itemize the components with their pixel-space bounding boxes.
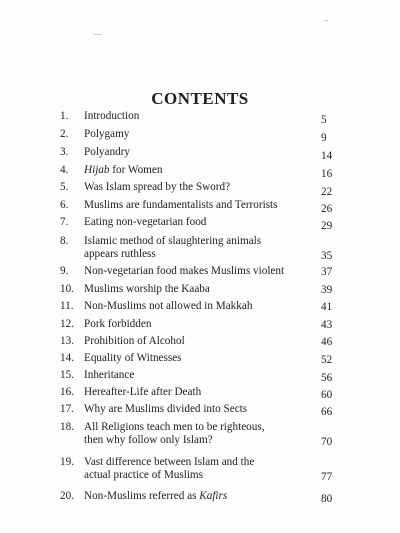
entry-page-number: 41 (321, 301, 333, 313)
entry-page-number: 66 (321, 406, 333, 418)
entry-number: 16. (60, 386, 74, 398)
entry-number: 3. (60, 146, 69, 158)
entry-title-italic: Hijab (84, 164, 110, 176)
entry-number: 7. (60, 216, 69, 228)
entry-title: Vast difference between Islam and the actual practice of Muslims (84, 456, 255, 481)
entry-page-number: 5 (321, 114, 327, 126)
entry-page-number: 46 (321, 336, 333, 348)
entry-page-number: 60 (321, 389, 333, 401)
entry-page-number: 22 (321, 186, 333, 198)
entry-number: 2. (60, 128, 69, 140)
entry-page-number: 80 (321, 493, 333, 505)
entry-number: 14. (60, 352, 74, 364)
entry-number: 15. (60, 369, 74, 381)
entry-page-number: 35 (321, 250, 333, 262)
entry-title: Islamic method of slaughtering animals appears ruthless (84, 235, 262, 260)
entry-page-number: 52 (321, 354, 333, 366)
entry-page-number: 70 (321, 436, 333, 448)
entry-page-number: 77 (321, 471, 333, 483)
entry-number: 4. (60, 164, 69, 176)
entry-title: Non-vegetarian food makes Muslims violent (84, 265, 285, 277)
entry-title: Polygamy (84, 128, 130, 140)
entry-number: 10. (60, 283, 74, 295)
entry-title: Non-Muslims referred as Kafirs (84, 490, 228, 502)
entry-title: Prohibition of Alcohol (84, 335, 185, 347)
entry-number: 19. (60, 456, 74, 468)
entry-page-number: 39 (321, 284, 333, 296)
entry-number: 17. (60, 403, 74, 415)
entry-page-number: 56 (321, 372, 333, 384)
entry-title: Pork forbidden (84, 318, 152, 330)
entry-number: 18. (60, 421, 74, 433)
entry-page-number: 14 (321, 150, 333, 162)
entry-page-number: 16 (321, 168, 333, 180)
entry-title-italic: Kafirs (199, 490, 228, 502)
entry-page-number: 9 (321, 132, 327, 144)
entry-title: Muslims worship the Kaaba (84, 283, 210, 295)
entry-number: 20. (60, 490, 74, 502)
entry-title: Why are Muslims divided into Sects (84, 403, 248, 415)
entry-title: Introduction (84, 110, 140, 122)
entry-title: Polyandry (84, 146, 130, 158)
entry-page-number: 29 (321, 220, 333, 232)
entry-number: 6. (60, 199, 69, 211)
entry-title: Inheritance (84, 369, 135, 381)
entry-number: 1. (60, 110, 69, 122)
entry-number: 5. (60, 181, 69, 193)
entry-title: Hijab for Women (84, 164, 163, 176)
entry-title: Eating non-vegetarian food (84, 216, 207, 228)
page-title: CONTENTS (151, 89, 249, 108)
entry-title: Equality of Witnesses (84, 352, 182, 364)
entry-number: 13. (60, 335, 74, 347)
entry-number: 9. (60, 265, 69, 277)
entry-title: Hereafter-Life after Death (84, 386, 202, 398)
entry-title: Non-Muslims not allowed in Makkah (84, 300, 253, 312)
entry-title: Muslims are fundamentalists and Terrorists (84, 199, 278, 211)
entry-page-number: 37 (321, 266, 333, 278)
entry-number: 8. (60, 235, 69, 247)
entry-title: Was Islam spread by the Sword? (84, 181, 231, 193)
entry-page-number: 26 (321, 203, 333, 215)
entry-number: 11. (60, 300, 74, 312)
entry-page-number: 43 (321, 319, 333, 331)
entry-title: All Religions teach men to be righteous, then why follow only Islam? (84, 421, 265, 446)
entry-number: 12. (60, 318, 74, 330)
